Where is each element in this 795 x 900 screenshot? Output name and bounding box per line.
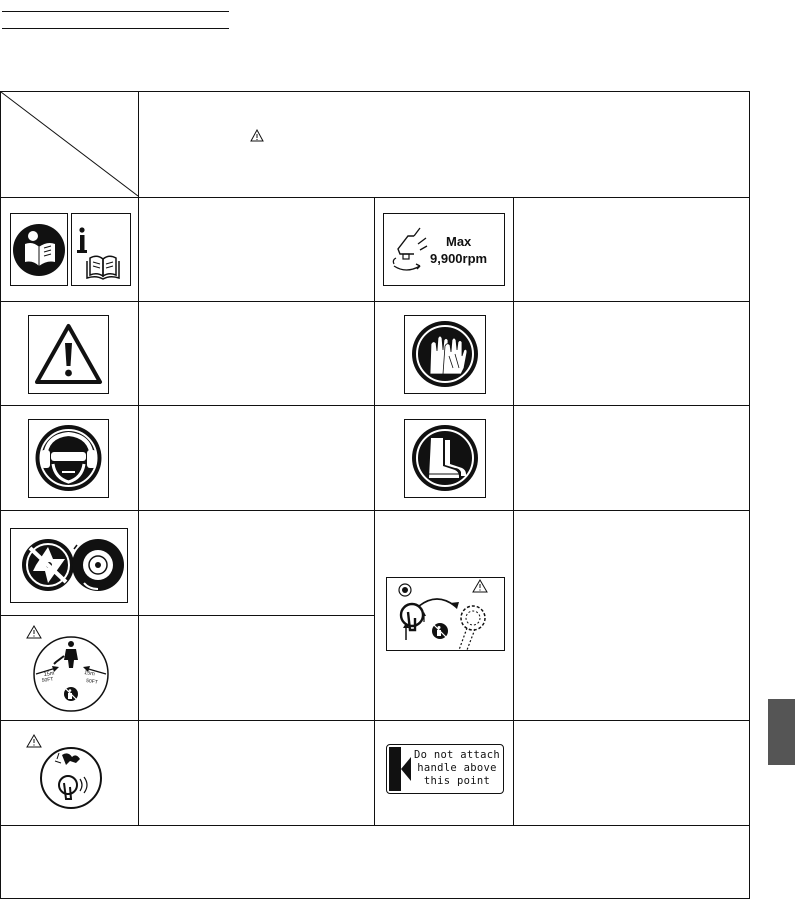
max-speed-label — [383, 213, 505, 286]
row-divider-2 — [0, 405, 750, 406]
info-book-icon — [71, 213, 131, 286]
heading-rule-bottom — [2, 28, 229, 29]
warning-triangle-icon — [28, 315, 109, 394]
heading-rule-top — [2, 11, 229, 12]
boots-icon — [404, 419, 486, 498]
col-divider-3 — [513, 197, 514, 825]
handle-text-line3: this point — [423, 775, 491, 787]
distance-right-text: 15m — [83, 670, 96, 678]
max-text: Max — [446, 234, 472, 249]
handle-stop-icon — [389, 747, 401, 791]
gloves-icon — [404, 315, 486, 394]
handle-position-label — [386, 744, 504, 794]
header-diagonal — [0, 91, 140, 197]
read-manual-person-icon — [10, 213, 68, 286]
rotation-arrow-icon — [399, 580, 487, 650]
row-divider-3 — [0, 510, 750, 511]
col-divider-1 — [138, 91, 139, 825]
row-divider-1 — [0, 301, 750, 302]
handle-text-line1: Do not attach — [413, 749, 501, 761]
row-divider-5 — [0, 720, 750, 721]
small-warning-icon — [250, 129, 264, 142]
no-metal-blade-label — [10, 528, 128, 603]
thrown-object-icon — [24, 733, 114, 813]
handle-text-line2: handle above — [417, 762, 497, 774]
row-divider-header — [0, 197, 750, 198]
row-divider-4a — [0, 615, 374, 616]
rotation-direction-label — [386, 577, 505, 651]
distance-left-text: 15m — [43, 670, 55, 678]
row-divider-6 — [0, 825, 750, 826]
unit-left-text: 50FT — [41, 676, 54, 684]
keep-distance-icon — [24, 624, 114, 714]
rpm-text: 9,900rpm — [430, 251, 488, 266]
unit-right-text: 50FT — [85, 678, 99, 686]
col-divider-2 — [374, 197, 375, 825]
handle-warning-text — [411, 749, 503, 788]
trimmer-head-icon — [393, 228, 427, 270]
handle-arrow-icon — [401, 757, 411, 781]
chapter-side-tab — [768, 699, 795, 765]
helmet-goggles-icon — [28, 419, 109, 498]
